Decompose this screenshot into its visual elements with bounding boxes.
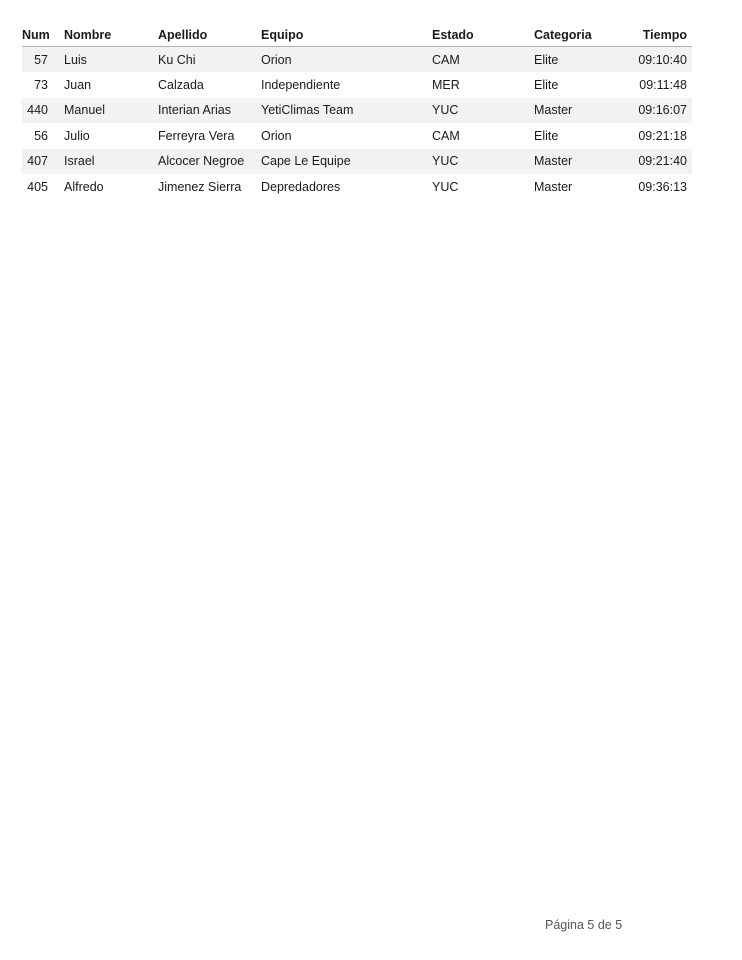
- cell-nombre: Julio: [64, 128, 90, 143]
- header-row: [22, 24, 692, 47]
- cell-num: 73: [34, 78, 48, 93]
- cell-tiempo: 09:36:13: [638, 179, 687, 194]
- table-header: [22, 24, 692, 47]
- cell-categoria: Master: [534, 179, 573, 194]
- cell-apellido: Ku Chi: [158, 47, 261, 73]
- cell-tiempo: 09:21:18: [638, 128, 687, 143]
- header-categoria: Categoria: [534, 24, 624, 47]
- header-estado: Estado: [432, 24, 534, 47]
- cell-num: 57: [22, 47, 56, 73]
- cell-nombre: Israel: [56, 149, 158, 174]
- cell-num: 407: [22, 149, 56, 174]
- cell-tiempo: 09:16:07: [624, 98, 692, 123]
- header-equipo: Equipo: [261, 24, 432, 47]
- results-table: [22, 24, 692, 199]
- header-nombre: Nombre: [56, 24, 158, 47]
- cell-categoria: Elite: [534, 128, 559, 143]
- cell-apellido: Interian Arias: [158, 98, 261, 123]
- cell-categoria: Master: [534, 98, 624, 123]
- header-num: Num: [22, 24, 56, 47]
- table-row: [22, 98, 692, 123]
- cell-tiempo: 09:11:48: [639, 78, 687, 93]
- cell-estado: MER: [432, 78, 460, 93]
- table-row: [22, 47, 692, 73]
- page-number: Página 5 de 5: [545, 918, 623, 932]
- cell-estado: CAM: [432, 47, 534, 73]
- table-row: [22, 174, 692, 199]
- cell-nombre: Juan: [64, 78, 92, 93]
- header-apellido: Apellido: [158, 24, 261, 47]
- cell-categoria: Elite: [534, 78, 559, 93]
- table-row: [22, 123, 692, 148]
- cell-categoria: Master: [534, 149, 624, 174]
- cell-apellido: Jimenez Sierra: [158, 179, 242, 194]
- cell-tiempo: 09:21:40: [624, 149, 692, 174]
- cell-apellido: Alcocer Negroe: [158, 149, 261, 174]
- cell-apellido: Ferreyra Vera: [158, 128, 235, 143]
- cell-num: 56: [34, 128, 48, 143]
- cell-tiempo: 09:10:40: [624, 47, 692, 73]
- cell-estado: YUC: [432, 98, 534, 123]
- cell-num: 440: [22, 98, 56, 123]
- cell-equipo: Depredadores: [261, 179, 341, 194]
- cell-nombre: Alfredo: [64, 179, 104, 194]
- cell-equipo: Orion: [261, 128, 292, 143]
- table-body: [22, 47, 692, 200]
- cell-nombre: Luis: [56, 47, 158, 73]
- table-row: [22, 72, 692, 97]
- cell-estado: YUC: [432, 149, 534, 174]
- cell-estado: CAM: [432, 128, 460, 143]
- cell-apellido: Calzada: [158, 78, 204, 93]
- cell-num: 405: [27, 179, 48, 194]
- cell-categoria: Elite: [534, 47, 624, 73]
- header-tiempo: Tiempo: [624, 24, 692, 47]
- cell-equipo: YetiClimas Team: [261, 98, 432, 123]
- table-row: [22, 149, 692, 174]
- cell-nombre: Manuel: [56, 98, 158, 123]
- cell-equipo: Independiente: [261, 78, 341, 93]
- cell-equipo: Orion: [261, 47, 432, 73]
- cell-equipo: Cape Le Equipe: [261, 149, 432, 174]
- cell-estado: YUC: [432, 179, 459, 194]
